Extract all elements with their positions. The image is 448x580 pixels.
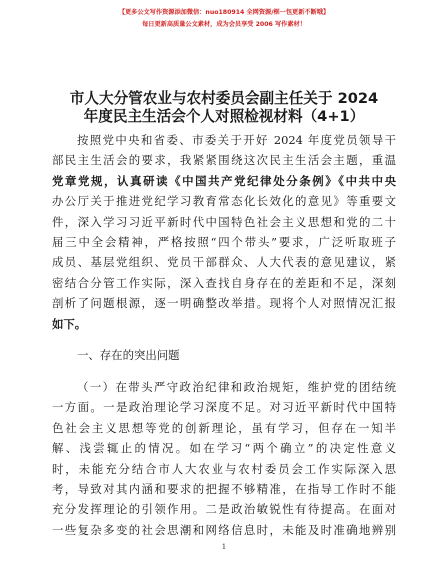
promo-banner-line-2[interactable]: 每日更新高质量公文素材，成为会员享受 2006 写作素材！ bbox=[142, 21, 306, 28]
paragraph-line: 党章党规，认真研读《中国共产党纪律处分条例》《中共中央 bbox=[52, 173, 396, 188]
paragraph-line: 一方面。一是政治理论学习深度不足。对习近平新时代中国特 bbox=[52, 400, 396, 415]
paragraph-line: 充分发挥理论的引领作用。二是政治敏锐性有待提高。在面对 bbox=[52, 502, 396, 517]
paragraph-line: 时，未能充分结合市人大农业与农村委员会工作实际深入思 bbox=[52, 461, 396, 476]
paragraph-line: 成员、基层党组织、党员干部群众、人大代表的意见建议，紧 bbox=[52, 255, 396, 270]
paragraph-line: 色社会主义思想等党的创新理论，虽有学习，但存在一知半 bbox=[52, 420, 396, 435]
document-title-line-1: 市人大分管农业与农村委员会副主任关于 2024 bbox=[69, 90, 379, 107]
paragraph-line: 密结合分管工作实际，深入查找自身存在的差距和不足，深刻 bbox=[52, 275, 396, 290]
paragraph-line: 考，导致对其内涵和要求的把握不够精准，在指导工作时不能 bbox=[52, 481, 396, 496]
paragraph-line: 办公厅关于推进党纪学习教育常态化长效化的意见》等重要文 bbox=[52, 194, 396, 209]
body-paragraph bbox=[52, 377, 396, 540]
paragraph-line: 剖析了问题根源，逐一明确整改举措。现将个人对照情况汇报 bbox=[52, 296, 396, 311]
paragraph-line: 如下。 bbox=[52, 316, 87, 331]
paragraph-line: 一些复杂多变的社会思潮和网络信息时，未能及时准确地辨别 bbox=[52, 522, 396, 537]
section-heading: 一、存在的突出问题 bbox=[77, 348, 180, 362]
paragraph-line: （一）在带头严守政治纪律和政治规矩，维护党的团结统 bbox=[77, 380, 396, 394]
paragraph-line: 届三中全会精神，严格按照“四个带头”要求，广泛听取班子 bbox=[52, 234, 396, 249]
document-title-line-2: 年度民主生活会个人对照检视材料（4+1） bbox=[83, 108, 365, 125]
paragraph-line: 件，深入学习习近平新时代中国特色社会主义思想和党的二十 bbox=[52, 214, 396, 229]
promo-banner-line-1[interactable]: 【更多公文写作资源添加微信：nuo180914 全网资源/框一包更新不断哦】 bbox=[118, 9, 330, 16]
paragraph-line: 按照党中央和省委、市委关于开好 2024 年度党员领导干 bbox=[77, 133, 396, 147]
page-number: 1 bbox=[221, 543, 227, 551]
paragraph-line: 部民主生活会的要求，我紧紧围绕这次民主生活会主题，重温 bbox=[52, 153, 396, 168]
paragraph-line: 解、浅尝辄止的情况。如在学习“两个确立”的决定性意义 bbox=[52, 441, 396, 456]
intro-paragraph bbox=[52, 130, 396, 334]
